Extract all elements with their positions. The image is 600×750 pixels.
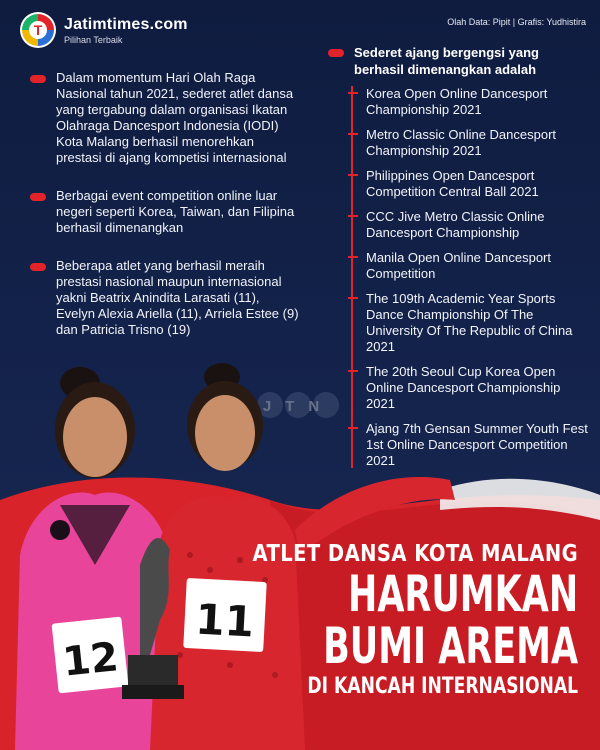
event-item — [366, 250, 590, 282]
timeline-tick-icon — [348, 174, 358, 176]
brand-logo[interactable] — [20, 12, 56, 48]
bullet-text: Beberapa atlet yang berhasil meraih prestasi nasional maupun internasional yakni Beatrix Anindita Larasati (11), Evelyn Alexia Ariella (11), Arriela Estee (9) dan Patricia Trisno (19) — [56, 258, 299, 337]
event-item — [366, 127, 590, 159]
event-item — [366, 209, 590, 241]
logo-icon — [20, 12, 56, 48]
logo-letter: T — [33, 22, 43, 38]
timeline-tick-icon — [348, 92, 358, 94]
bullet-dot-icon — [30, 263, 46, 271]
list-item — [30, 258, 300, 338]
timeline-tick-icon — [348, 215, 358, 217]
event-label: Korea Open Online Dancesport Championship 2021 — [366, 86, 548, 117]
left-bullet-list — [30, 70, 300, 360]
bib-left-number: 12 — [60, 634, 121, 686]
event-label: Metro Classic Online Dancesport Championship 2021 — [366, 127, 557, 158]
headline-line-2: HARUMKAN — [347, 565, 578, 623]
watermark-text: JTN — [262, 398, 334, 415]
event-label: CCC Jive Metro Classic Online Dancesport Championship — [366, 209, 545, 240]
bullet-dot-icon — [30, 193, 46, 201]
events-title: Sederet ajang bergengsi yang berhasil dimenangkan adalah — [354, 45, 539, 77]
event-label: The 20th Seoul Cup Korea Open Online Dancesport Championship 2021 — [366, 364, 561, 411]
bullet-dot-icon — [30, 75, 46, 83]
list-item — [30, 188, 300, 236]
event-label: The 109th Academic Year Sports Dance Championship Of The University Of The Republic of China 2021 — [366, 291, 573, 354]
headline-line-1: ATLET DANSA KOTA MALANG — [252, 541, 578, 567]
bullet-text: Berbagai event competition online luar negeri seperti Korea, Taiwan, dan Filipina berhasil dimenangkan — [56, 188, 295, 235]
event-label: Ajang 7th Gensan Summer Youth Fest 1st Online Dancesport Competition 2021 — [366, 421, 588, 468]
timeline-tick-icon — [348, 297, 358, 299]
credits-text: Olah Data: Pipit | Grafis: Yudhistira — [447, 17, 586, 27]
brand-tagline: Pilihan Terbaik — [64, 34, 123, 45]
list-item — [30, 70, 300, 166]
event-item — [366, 168, 590, 200]
event-label: Philippines Open Dancesport Competition Central Ball 2021 — [366, 168, 539, 199]
event-item — [366, 291, 590, 355]
bullet-dot-icon — [328, 49, 344, 57]
timeline-tick-icon — [348, 256, 358, 258]
brand-header — [20, 12, 188, 48]
brand-name[interactable]: Jatimtimes.com — [64, 15, 188, 33]
event-item — [366, 86, 590, 118]
bullet-text: Dalam momentum Hari Olah Raga Nasional tahun 2021, sederet atlet dansa yang tergabung dalam organisasi Ikatan Olahraga Dancesport Indonesia (IODI) Kota Malang berhasil menorehkan prestasi di ajang kompetisi internasional — [56, 70, 294, 165]
event-label: Manila Open Online Dancesport Competition — [366, 250, 551, 281]
headline — [195, 540, 578, 702]
timeline-tick-icon — [348, 133, 358, 135]
jtn-watermark — [257, 392, 339, 418]
bib-right-number: 11 — [194, 594, 256, 647]
headline-line-3: BUMI AREMA — [322, 617, 578, 675]
headline-line-4: DI KANCAH INTERNASIONAL — [307, 674, 578, 699]
